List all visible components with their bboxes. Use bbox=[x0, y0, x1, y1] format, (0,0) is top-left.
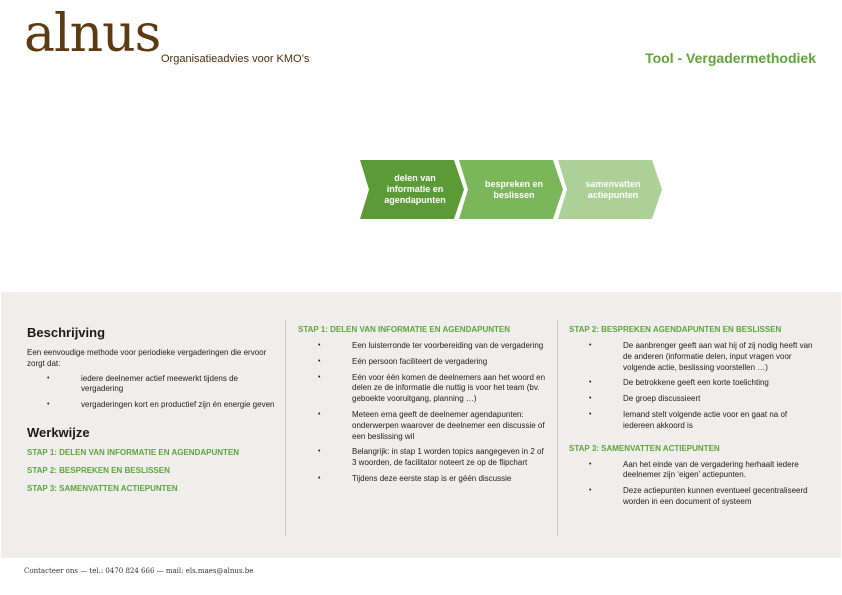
chevron-step-1 bbox=[360, 160, 464, 219]
chevron-step-3 bbox=[558, 160, 662, 219]
process-chevrons bbox=[360, 160, 664, 219]
content-panel bbox=[1, 292, 841, 558]
list-item: • Eén voor één komen de deelnemers aan het woord en delen ze de informatie die nuttig is voor het team (bv. geboekte vooruitgang, planning …) bbox=[318, 373, 548, 405]
step1-heading: STAP 1: DELEN VAN INFORMATIE EN AGENDAPUNTEN bbox=[298, 325, 511, 334]
list-item: • Tijdens deze eerste stap is er géén discussie bbox=[318, 474, 548, 485]
method-step-2: STAP 2: BESPREKEN EN BESLISSEN bbox=[27, 465, 170, 475]
column-divider bbox=[285, 320, 286, 536]
list-item: • Eén persoon faciliteert de vergadering bbox=[318, 357, 548, 368]
description-list bbox=[27, 374, 277, 411]
list-item: • Een luisterronde ter voorbereiding van de vergadering bbox=[318, 341, 548, 352]
list-item: • De betrokkene geeft een korte toelichting bbox=[589, 378, 819, 389]
step3-heading: STAP 3: SAMENVATTEN ACTIEPUNTEN bbox=[569, 443, 720, 453]
chevron-label-1: delen van informatie en agendapunten bbox=[384, 173, 446, 205]
chevron-label-2: bespreken en beslissen bbox=[484, 178, 544, 200]
step3-list bbox=[569, 460, 819, 508]
method-heading: Werkwijze bbox=[27, 424, 90, 440]
step1-column bbox=[298, 325, 548, 490]
method-step-1: STAP 1: DELEN VAN INFORMATIE EN AGENDAPUNTEN bbox=[27, 447, 240, 457]
step2-list bbox=[569, 341, 819, 432]
description-column bbox=[27, 325, 277, 502]
list-item: • Iemand stelt volgende actie voor en gaat na of iedereen akkoord is bbox=[589, 410, 819, 432]
list-item: • De groep discussieert bbox=[589, 394, 819, 405]
logo: alnus bbox=[24, 4, 161, 64]
column-divider bbox=[557, 320, 558, 536]
step1-list bbox=[298, 341, 548, 485]
list-item: • Meteen erna geeft de deelnemer agendapunten: onderwerpen waarover de deelnemer een discussie of een beslissing wil bbox=[318, 410, 548, 442]
method-step-3: STAP 3: SAMENVATTEN ACTIEPUNTEN bbox=[27, 483, 178, 493]
list-item: • De aanbrenger geeft aan wat hij of zij nodig heeft van de anderen (informatie delen, input vragen voor volgende actie, beslissing voorstellen …) bbox=[589, 341, 819, 373]
chevron-step-2 bbox=[459, 160, 563, 219]
step2-heading: STAP 2: BESPREKEN AGENDAPUNTEN EN BESLISSEN bbox=[569, 325, 782, 334]
list-item: • vergaderingen kort en productief zijn én energie geven bbox=[47, 400, 277, 411]
list-item: • Aan het einde van de vergadering herhaalt iedere deelnemer zijn ‘eigen’ actiepunten. bbox=[589, 460, 819, 482]
tool-title: Tool - Vergadermethodiek bbox=[645, 50, 816, 66]
footer-contact: Contacteer ons — tel.: 0470 824 666 — mail: els.maes@alnus.be bbox=[24, 567, 254, 575]
description-text: Een eenvoudige methode voor periodieke vergaderingen die ervoor zorgt dat: bbox=[27, 348, 267, 368]
tagline: Organisatieadvies voor KMO’s bbox=[161, 53, 310, 65]
chevron-label-3: samenvatten actiepunten bbox=[585, 178, 641, 200]
list-item: • Belangrijk: in stap 1 worden topics aangegeven in 2 of 3 woorden, de facilitator noteert ze op de flipchart bbox=[318, 447, 548, 469]
description-heading: Beschrijving bbox=[27, 325, 106, 340]
list-item: • iedere deelnemer actief meewerkt tijdens de vergadering bbox=[47, 374, 277, 396]
step2-3-column bbox=[569, 325, 819, 513]
list-item: • Deze actiepunten kunnen eventueel gecentraliseerd worden in een document of systeem bbox=[589, 486, 819, 508]
